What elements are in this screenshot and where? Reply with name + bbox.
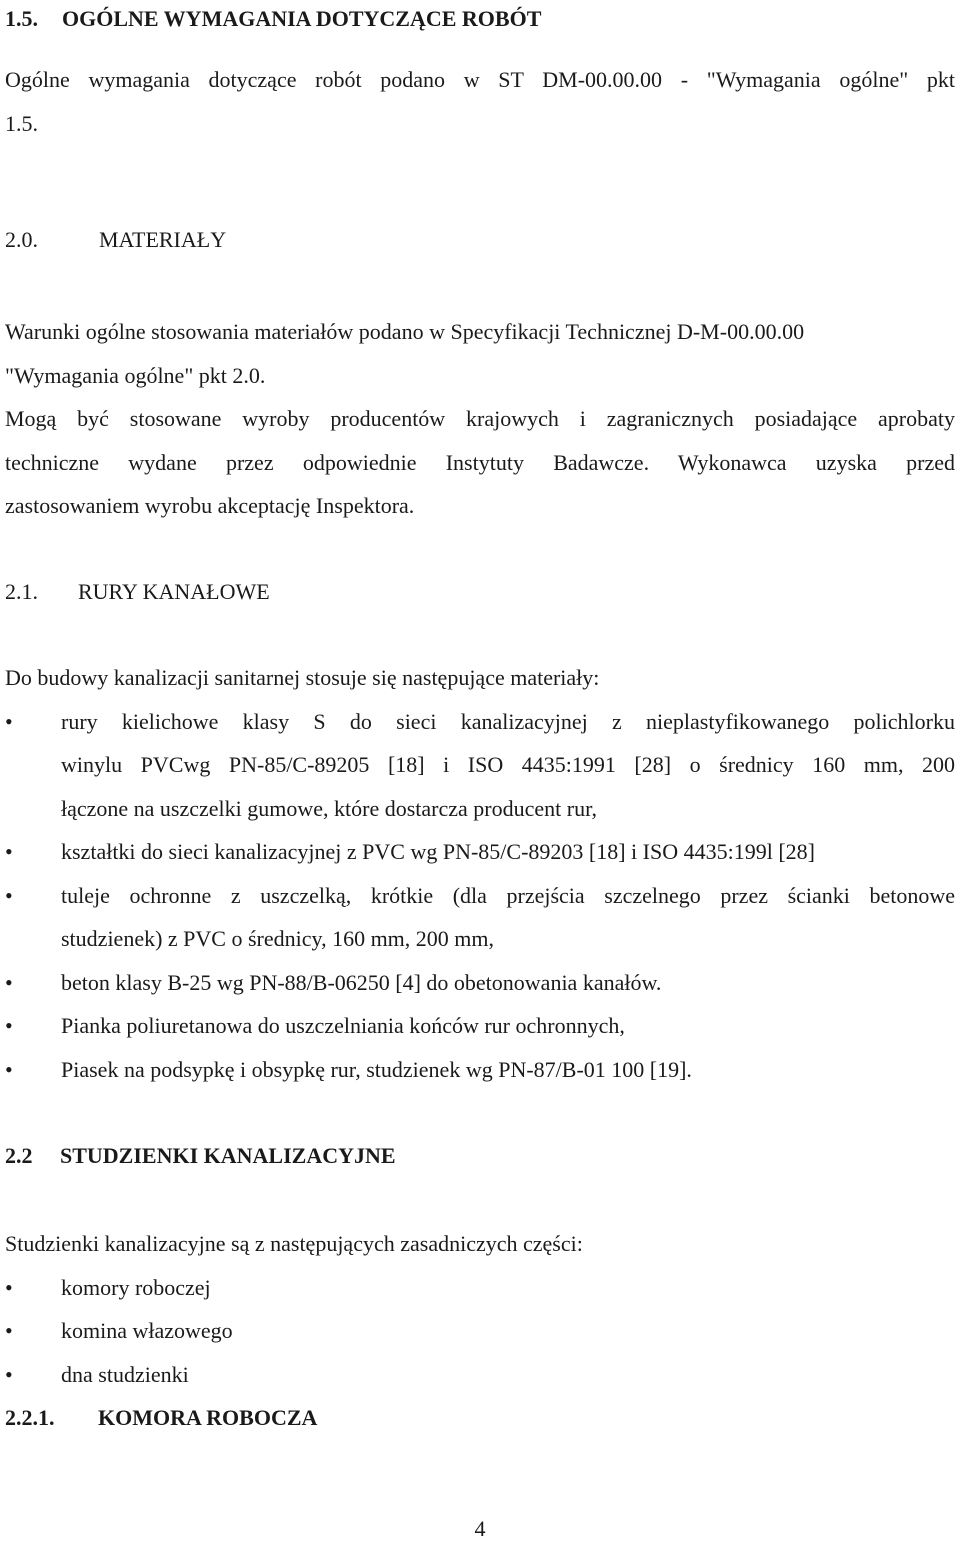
paragraph-general-requirements [5, 58, 955, 145]
bullet-icon: • [5, 839, 13, 864]
list-item-line: komina włazowego [61, 1318, 233, 1343]
bullet-icon: • [5, 1274, 13, 1300]
bullet-icon: • [5, 882, 13, 908]
section-number: 2.1. [5, 579, 38, 604]
list-intro: Do budowy kanalizacji sanitarnej stosuje się następujące materiały: [5, 665, 600, 690]
list-item-line: łączone na uszczelki gumowe, które dostarcza producent rur, [61, 795, 598, 821]
section-title: STUDZIENKI KANALIZACYJNE [60, 1143, 396, 1168]
list-item-line: Piasek na podsypkę i obsypkę rur, studzienek wg PN-87/B-01 100 [19]. [61, 1056, 692, 1082]
paragraph-line: Mogą być stosowane wyroby producentów krajowych i zagranicznych posiadające aprobaty [5, 406, 955, 431]
paragraph-line: zastosowaniem wyrobu akceptację Inspektora. [5, 493, 415, 518]
page-number: 4 [474, 1516, 486, 1541]
bullet-icon: • [5, 1013, 13, 1038]
list-item [5, 961, 955, 1005]
section-number: 1.5. [5, 6, 38, 31]
list-item [5, 1309, 955, 1353]
list-item-line: studzienek) z PVC o średnicy, 160 mm, 200 mm, [61, 926, 495, 951]
list-item-line: tuleje ochronne z uszczelką, krótkie (dla przejścia szczelnego przez ścianki betonowe [61, 882, 955, 908]
bullet-icon: • [5, 969, 13, 995]
section-title: OGÓLNE WYMAGANIA DOTYCZĄCE ROBÓT [62, 6, 542, 31]
paragraph-line: "Wymagania ogólne" pkt 2.0. [5, 362, 266, 388]
manhole-parts-section [5, 1222, 955, 1396]
list-item [5, 830, 955, 874]
section-heading-2-2 [5, 1134, 396, 1178]
list-item [5, 1004, 955, 1048]
list-item-line: kształtki do sieci kanalizacyjnej z PVC wg PN-85/C-89203 [18] i ISO 4435:199l [28] [61, 839, 815, 864]
paragraph-line: 1.5. [5, 110, 38, 136]
list-item-line: komory roboczej [61, 1274, 211, 1300]
section-title: RURY KANAŁOWE [78, 579, 270, 604]
list-item [5, 1353, 955, 1397]
list-item [5, 874, 955, 961]
paragraph-line: Warunki ogólne stosowania materiałów podano w Specyfikacji Technicznej D-M-00.00.00 [5, 319, 805, 344]
paragraph-line: Ogólne wymagania dotyczące robót podano w ST DM-00.00.00 - "Wymagania ogólne" pkt [5, 67, 955, 92]
section-title: KOMORA ROBOCZA [98, 1405, 318, 1430]
section-heading-2-1 [5, 570, 270, 614]
list-item-line: winylu PVCwg PN-85/C-89205 [18] i ISO 4435:1991 [28] o średnicy 160 mm, 200 [61, 752, 955, 777]
list-item-line: rury kielichowe klasy S do sieci kanalizacyjnej z nieplastyfikowanego polichlorku [61, 708, 955, 734]
list-item [5, 700, 955, 831]
bullet-icon: • [5, 1361, 13, 1387]
section-number: 2.0. [5, 227, 38, 252]
section-number: 2.2 [5, 1143, 33, 1168]
section-number: 2.2.1. [5, 1405, 55, 1430]
section-heading-2-0 [5, 218, 226, 262]
list-intro: Studzienki kanalizacyjne są z następujących zasadniczych części: [5, 1231, 583, 1256]
paragraph-materials-general [5, 310, 955, 528]
list-item-line: Pianka poliuretanowa do uszczelniania końców rur ochronnych, [61, 1013, 625, 1038]
list-item-line: dna studzienki [61, 1361, 189, 1387]
bullet-icon: • [5, 1056, 13, 1082]
materials-list-section [5, 656, 955, 1091]
list-item-line: beton klasy B-25 wg PN-88/B-06250 [4] do obetonowania kanałów. [61, 969, 662, 995]
list-item [5, 1266, 955, 1310]
bullet-icon: • [5, 708, 13, 734]
list-item [5, 1048, 955, 1092]
bullet-icon: • [5, 1318, 13, 1343]
section-title: MATERIAŁY [99, 227, 227, 252]
section-heading-1-5 [5, 0, 541, 41]
paragraph-line: techniczne wydane przez odpowiednie Instytuty Badawcze. Wykonawca uzyska przed [5, 449, 955, 475]
section-heading-2-2-1 [5, 1396, 317, 1440]
